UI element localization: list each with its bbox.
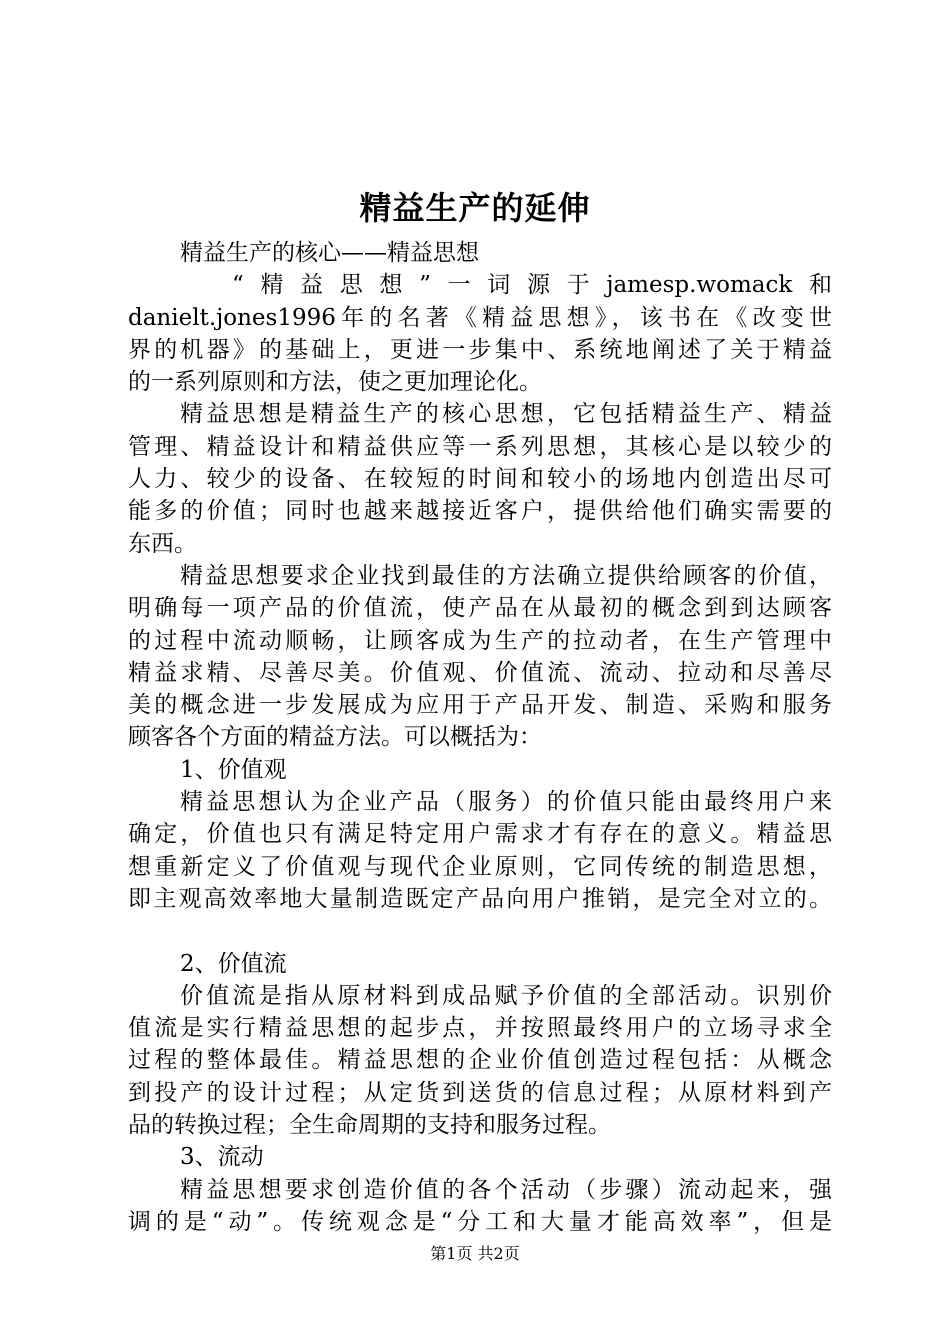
paragraph-line: 的一系列原则和方法，使之更加理论化。 — [128, 369, 542, 396]
page-footer: 第1页 共2页 — [430, 1244, 520, 1263]
paragraph-line: 价值流是指从原材料到成品赋予价值的全部活动。识别价 — [180, 982, 832, 1009]
paragraph-line: 精益思想认为企业产品（服务）的价值只能由最终用户来 — [180, 789, 832, 816]
paragraph-line: 过程的整体最佳。精益思想的企业价值创造过程包括：从概念 — [128, 1047, 832, 1074]
paragraph-line: 确定，价值也只有满足特定用户需求才有存在的意义。精益思 — [128, 821, 832, 848]
paragraph-line: 即主观高效率地大量制造既定产品向用户推销，是完全对立的。 — [128, 885, 832, 912]
paragraph-line: 品的转换过程；全生命周期的支持和服务过程。 — [128, 1112, 611, 1139]
paragraph-line: 精益思想是精益生产的核心思想，它包括精益生产、精益 — [180, 401, 832, 428]
section-heading: 3、流动 — [180, 1144, 264, 1171]
paragraph-line: 管理、精益设计和精益供应等一系列思想，其核心是以较少的 — [128, 433, 832, 460]
paragraph-line: 明确每一项产品的价值流，使产品在从最初的概念到到达顾客 — [128, 595, 832, 622]
paragraph-line: 精益思想要求创造价值的各个活动（步骤）流动起来，强 — [180, 1176, 832, 1203]
blank-line — [128, 915, 832, 947]
paragraph-line: 精益生产的核心——精益思想 — [180, 240, 479, 266]
paragraph-line: 值流是实行精益思想的起步点，并按照最终用户的立场寻求全 — [128, 1015, 832, 1042]
paragraph-line: 美的概念进一步发展成为应用于产品开发、制造、采购和服务 — [128, 692, 832, 719]
paragraph-line: 精益思想要求企业找到最佳的方法确立提供给顾客的价值， — [180, 562, 832, 589]
paragraph-line: 想重新定义了价值观与现代企业原则，它同传统的制造思想， — [128, 853, 832, 880]
paragraph-line: 人力、较少的设备、在较短的时间和较小的场地内创造出尽可 — [128, 466, 832, 493]
paragraph-line: 精益求精、尽善尽美。价值观、价值流、流动、拉动和尽善尽 — [128, 659, 832, 686]
paragraph-line: 能多的价值；同时也越来越接近客户，提供给他们确实需要的 — [128, 498, 832, 525]
paragraph-line: 东西。 — [128, 530, 197, 557]
paragraph-line: 到投产的设计过程；从定货到送货的信息过程；从原材料到产 — [128, 1079, 832, 1106]
document-body — [128, 237, 832, 1238]
section-heading: 1、价值观 — [180, 756, 287, 783]
paragraph-line: 调的是“动”。传统观念是“分工和大量才能高效率”，但是 — [128, 1208, 832, 1235]
paragraph-line: danielt.jones1996年的名著《精益思想》，该书在《改变世 — [128, 304, 832, 331]
paragraph-line: 顾客各个方面的精益方法。可以概括为： — [128, 724, 542, 751]
section-heading: 2、价值流 — [180, 950, 287, 977]
paragraph-line: 界的机器》的基础上，更进一步集中、系统地阐述了关于精益 — [128, 336, 832, 363]
paragraph-line: “精益思想”一词源于jamesp.womack和 — [232, 272, 832, 299]
document-title: 精益生产的延伸 — [359, 189, 591, 227]
paragraph-line: 的过程中流动顺畅，让顾客成为生产的拉动者，在生产管理中 — [128, 627, 832, 654]
